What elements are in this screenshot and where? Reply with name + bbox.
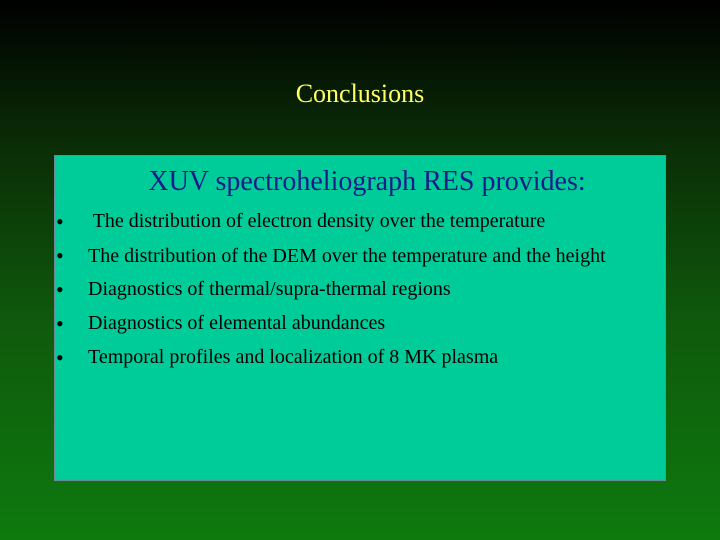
bullet-icon: •	[56, 209, 64, 234]
list-item	[0, 341, 720, 375]
bullet-text: Diagnostics of thermal/supra-thermal regions	[88, 278, 451, 300]
bullet-icon: •	[56, 243, 64, 268]
bullet-icon: •	[56, 345, 64, 370]
bullet-text: Diagnostics of elemental abundances	[88, 312, 386, 334]
box-heading: XUV spectroheliograph RES provides:	[148, 166, 586, 197]
list-item	[0, 273, 720, 307]
bullet-text: The distribution of electron density over the temperature	[88, 210, 546, 232]
list-item	[0, 307, 720, 341]
bullet-icon: •	[56, 311, 64, 336]
slide-title: Conclusions	[295, 79, 425, 108]
bullet-text: The distribution of the DEM over the temperature and the height	[88, 245, 606, 267]
bullet-text: Temporal profiles and localization of 8 MK plasma	[88, 346, 499, 368]
bullet-list	[0, 205, 720, 375]
list-item	[0, 239, 720, 273]
bullet-icon: •	[56, 277, 64, 302]
list-item	[0, 205, 720, 239]
